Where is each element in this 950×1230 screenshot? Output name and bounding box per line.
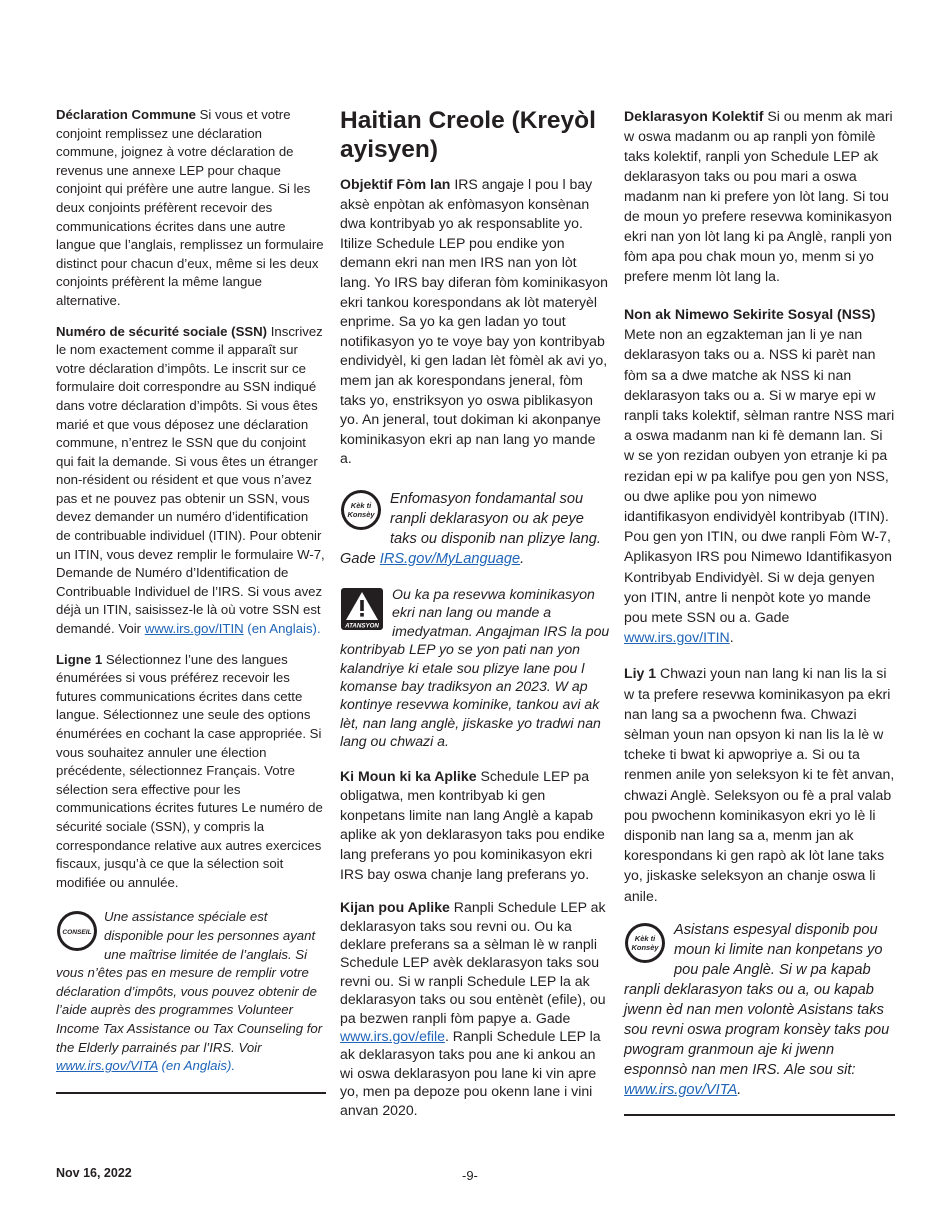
tip-suffix: . — [737, 1081, 742, 1098]
paragraph-ssn-creole — [624, 304, 895, 647]
tip-note-creole-2 — [624, 920, 895, 1100]
divider — [56, 1092, 326, 1094]
paragraph-who-can-apply — [340, 767, 610, 885]
paragraph-joint-return — [56, 106, 326, 311]
heading-purpose: Objektif Fòm lan — [340, 176, 451, 192]
heading-joint-return: Déclaration Commune — [56, 107, 196, 122]
text-purpose: IRS angaje l pou l bay aksè enpòtan ak enfòmasyon konsènan dwa kontribyab yo ak responsablite yo. Itilize Schedule LEP pou endike yon demann ekri nan men IRS nan yon lòt lang. Yo IRS bay diferan fòm kominikasyon ekri tankou korespondans ak lòt materyèl enprime. Sa yo ka gen ladan yo tout notifikasyon yo te voye bay yon kontribyab endividyèl, ki gen ladan lèt fòmèl ak avi yo, mem jan ak korespondans jeneral, fòm taks yo, enstriksyon yo oswa piblikasyon yo. An jeneral, tout dokiman ki akonpanye kominikasyon ekri ap nan lang yo mande a. — [340, 176, 608, 467]
caution-icon — [340, 587, 384, 631]
text-ssn-creole-suffix: . — [729, 629, 734, 646]
paragraph-how-to-apply — [340, 898, 610, 1119]
text-ssn: Inscrivez le nom exactement comme il apparaît sur votre déclaration d’impôts. Le inscrit sur ce formulaire doit correspondre au SSN indiqué dans votre déclaration d’impôts. Si vous êtes marié et que vous déposez une déclaration commune, n’entrez le SSN que du conjoint qui fait la demande. Si vous êtes un étranger non-résident ou résident et que vous n’avez pas et ne pouvez pas obtenir un SSN, vous devez demander un numéro d’identification de contribuable individuel (ITIN). Pour obtenir un ITIN, vous devez remplir le formulaire W-7, Demande de Numéro d’Identification de Contribuable Individuel de l’IRS. Si vous avez déjà un ITIN, saisissez-le là où votre SSN est demandé. Voir — [56, 323, 325, 637]
paragraph-line-1 — [56, 651, 326, 893]
paragraph-line-1-creole — [624, 663, 895, 905]
paragraph-purpose — [340, 175, 610, 469]
text-line-1: Sélectionnez l’une des langues énumérées si vous préférez recevoir les futures communications écrites dans cette langue. Sélectionnez une seule des options énumérées en cochant la case appropriée. Si vous souhaitez annuler une élection précédente, sélectionnez Français. Votre sélection sera effective pour les communications écrites futures Le numéro de sécurité sociale (SSN), y compris la correspondance relative aux autres exercices fiscaux, jusqu’à ce que la sélection soit modifiée ou annulée. — [56, 651, 323, 890]
heading-line-1-creole: Liy 1 — [624, 665, 657, 682]
tip-note — [56, 908, 326, 1075]
tip-icon — [56, 910, 98, 952]
link-mylanguage[interactable]: IRS.gov/MyLanguage — [379, 550, 521, 567]
tip-text: Une assistance spéciale est disponible pour les personnes ayant une maîtrise limitée de l’anglais. Si vous n’êtes pas en mesure de remplir votre déclaration d’impôts, vous pouvez obtenir de l’aide auprès des programmes Volunteer Income Tax Assistance ou Tax Counseling for the Elderly parrainés par l’IRS. Voir — [56, 909, 323, 1055]
tip-icon — [624, 922, 666, 964]
text-who-can-apply: Schedule LEP pa obligatwa, men kontribyab ki gen konpetans limite nan lang Anglè a kapab aplike ak yon deklarasyon taks pou endike lang preferans yo pou kominikasyon ekri IRS bay oswa chanje lang preferans yo. — [340, 767, 605, 882]
tip-text: Enfomasyon fondamantal sou ranpli deklarasyon ou ak peye taks ou disponib nan plizye lang. Gade — [340, 490, 601, 567]
text-ssn-suffix: (en Anglais). — [243, 621, 321, 637]
link-itin-creole[interactable]: www.irs.gov/ITIN — [624, 629, 730, 646]
heading-who-can-apply: Ki Moun ki ka Aplike — [340, 767, 477, 784]
heading-ssn: Numéro de sécurité sociale (SSN) — [56, 323, 268, 339]
column-french — [56, 106, 326, 1094]
link-vita-creole[interactable]: www.irs.gov/VITA — [624, 1081, 738, 1098]
caution-note — [340, 585, 610, 751]
heading-joint-return-creole: Deklarasyon Kolektif — [624, 108, 764, 124]
text-joint-return: Si vous et votre conjoint remplissez une déclaration commune, joignez à votre déclaration de revenus une annexe LEP pour chaque conjoint qui préfère une autre langue. Si les deux conjoints préfèrent recevoir des communications écrites dans une autre langue que l’anglais, remplissez un formulaire distinct pour chacun d’eux, même si les deux conjoints préfèrent la même langue alternative. — [56, 107, 324, 308]
link-efile[interactable]: www.irs.gov/efile — [340, 1027, 445, 1044]
tip-suffix: . — [520, 550, 525, 567]
tip-icon — [340, 489, 382, 531]
tip-badge-line1: Kèk ti — [634, 933, 656, 943]
column-creole-a — [340, 106, 610, 1133]
heading-line-1: Ligne 1 — [56, 651, 103, 667]
text-how-to-apply-suffix: . Ranpli Schedule LEP la ak deklarasyon taks pou ane ki ankou an wi oswa deklarasyon pou lane ki vin apre yo, men pa depoze pou okenn lane i vini anvan 2020. — [340, 1027, 601, 1118]
text-joint-return-creole: Si ou menm ak mari w oswa madanm ou ap ranpli yon fòmilè taks kolektif, ranpli yon Schedule LEP ak deklarasyon taks ou pou mari a oswa madanm nan ki prefere yon lòt lang. Si tou de moun yo prefere resevwa kominikasyon ekri nan yon lòt lang ki pa Anglè, ranpli yon fòm apa pou chak moun yo, menm si yo prefere menm lòt lang la. — [624, 108, 893, 284]
link-vita[interactable]: www.irs.gov/VITA — [56, 1058, 158, 1074]
paragraph-ssn — [56, 323, 326, 639]
tip-note-creole — [340, 489, 610, 569]
tip-suffix: (en Anglais). — [157, 1058, 236, 1074]
link-itin[interactable]: www.irs.gov/ITIN — [144, 621, 244, 637]
tip-badge-line2: Konsèy — [347, 509, 375, 519]
caution-text: Ou ka pa resevwa kominikasyon ekri nan lang ou mande a imedyatman. Angajman IRS la pou kontribyab LEP yo se yon pati nan yon kalandriye ki etale sou plizye lane pou l komanse bay tradiksyon an 2023. W ap kontinye resevwa kominike, tankou avi ak lèt, nan lang anglè, jiskaske yo tradwi nan lang ou chwazi a. — [340, 585, 610, 750]
section-title: Haitian Creole (Kreyòl ayisyen) — [340, 107, 596, 163]
footer-date: Nov 16, 2022 — [56, 1166, 132, 1180]
caution-label: ATANSYON — [345, 622, 379, 630]
column-creole-b — [624, 106, 895, 1116]
divider — [624, 1114, 895, 1116]
tip-badge-line2: Konsèy — [631, 942, 659, 952]
heading-how-to-apply: Kijan pou Aplike — [340, 899, 450, 916]
tip-badge-line1: Kèk ti — [350, 500, 372, 510]
page-number: -9- — [462, 1168, 478, 1183]
text-ssn-creole: Mete non an egzakteman jan li ye nan deklarasyon taks ou a. NSS ki parèt nan fòm sa a dwe matche ak NSS ki nan deklarasyon taks ou a. Si w marye epi w ranpli taks kolektif, sèlman rantre NSS mari a oswa madanm nan ki fè demann lan. Si w se yon rezidan oubyen yon etranje ki pa rezidan epi w pa kalifye pou gen yon NSS, ou dwe aplike pou yon nimewo idantifikasyon endividyèl kontribyab (ITIN). Pou gen yon ITIN, ou dwe ranpli Fòm W-7, Aplikasyon IRS pou Nimewo Idantifikasyon Kontribyab Endividyèl. Si w deja genyen yon ITIN, antre li nenpòt kote yo mande pou mete SSN ou a. Gade — [624, 326, 895, 626]
heading-ssn-creole: Non ak Nimewo Sekirite Sosyal (NSS) — [624, 306, 876, 322]
paragraph-joint-return-creole — [624, 106, 895, 286]
text-how-to-apply: Ranpli Schedule LEP ak deklarasyon taks sou revni ou. Ou ka deklare preferans sa a sèlman lè w ranpli Schedule LEP avèk deklarasyon taks sou revni ou. Si w ranpli Schedule LEP la ak deklarasyon taks ou sou entènèt (efile), ou pa bezwen ranpli fòm papye a. Gade — [340, 899, 606, 1026]
text-line-1-creole: Chwazi youn nan lang ki nan lis la si w ta prefere resevwa kominikasyon pa ekri nan lang sa a pwochenn fwa. Chwazi sèlman youn nan opsyon ki nan lis la lè w tcheke ti bwat ki apwopriye a. Si ou ta renmen anile yon seleksyon ki te fèt anvan, chwazi Anglè. Seleksyon ou fè a pral valab pou pwochenn kominikasyon ekri yo lè li disponib nan lang sa a, menm jan ak korespondans ki gen rapò ak lòt lane taks yo, jiskaske seleksyon an chanje oswa li anile. — [624, 665, 895, 904]
tip-text: Asistans espesyal disponib pou moun ki limite nan konpetans yo pou pale Anglè. Si w pa kapab ranpli deklarasyon taks ou a, ou kapab jwenn èd nan men volontè Asistans taks sou revni oswa program konsèy taks pou pwogram granmoun aje ki jwenn esponnsò nan men IRS. Ale sou sit: — [624, 921, 890, 1078]
tip-badge-label: CONSEIL — [62, 929, 92, 937]
